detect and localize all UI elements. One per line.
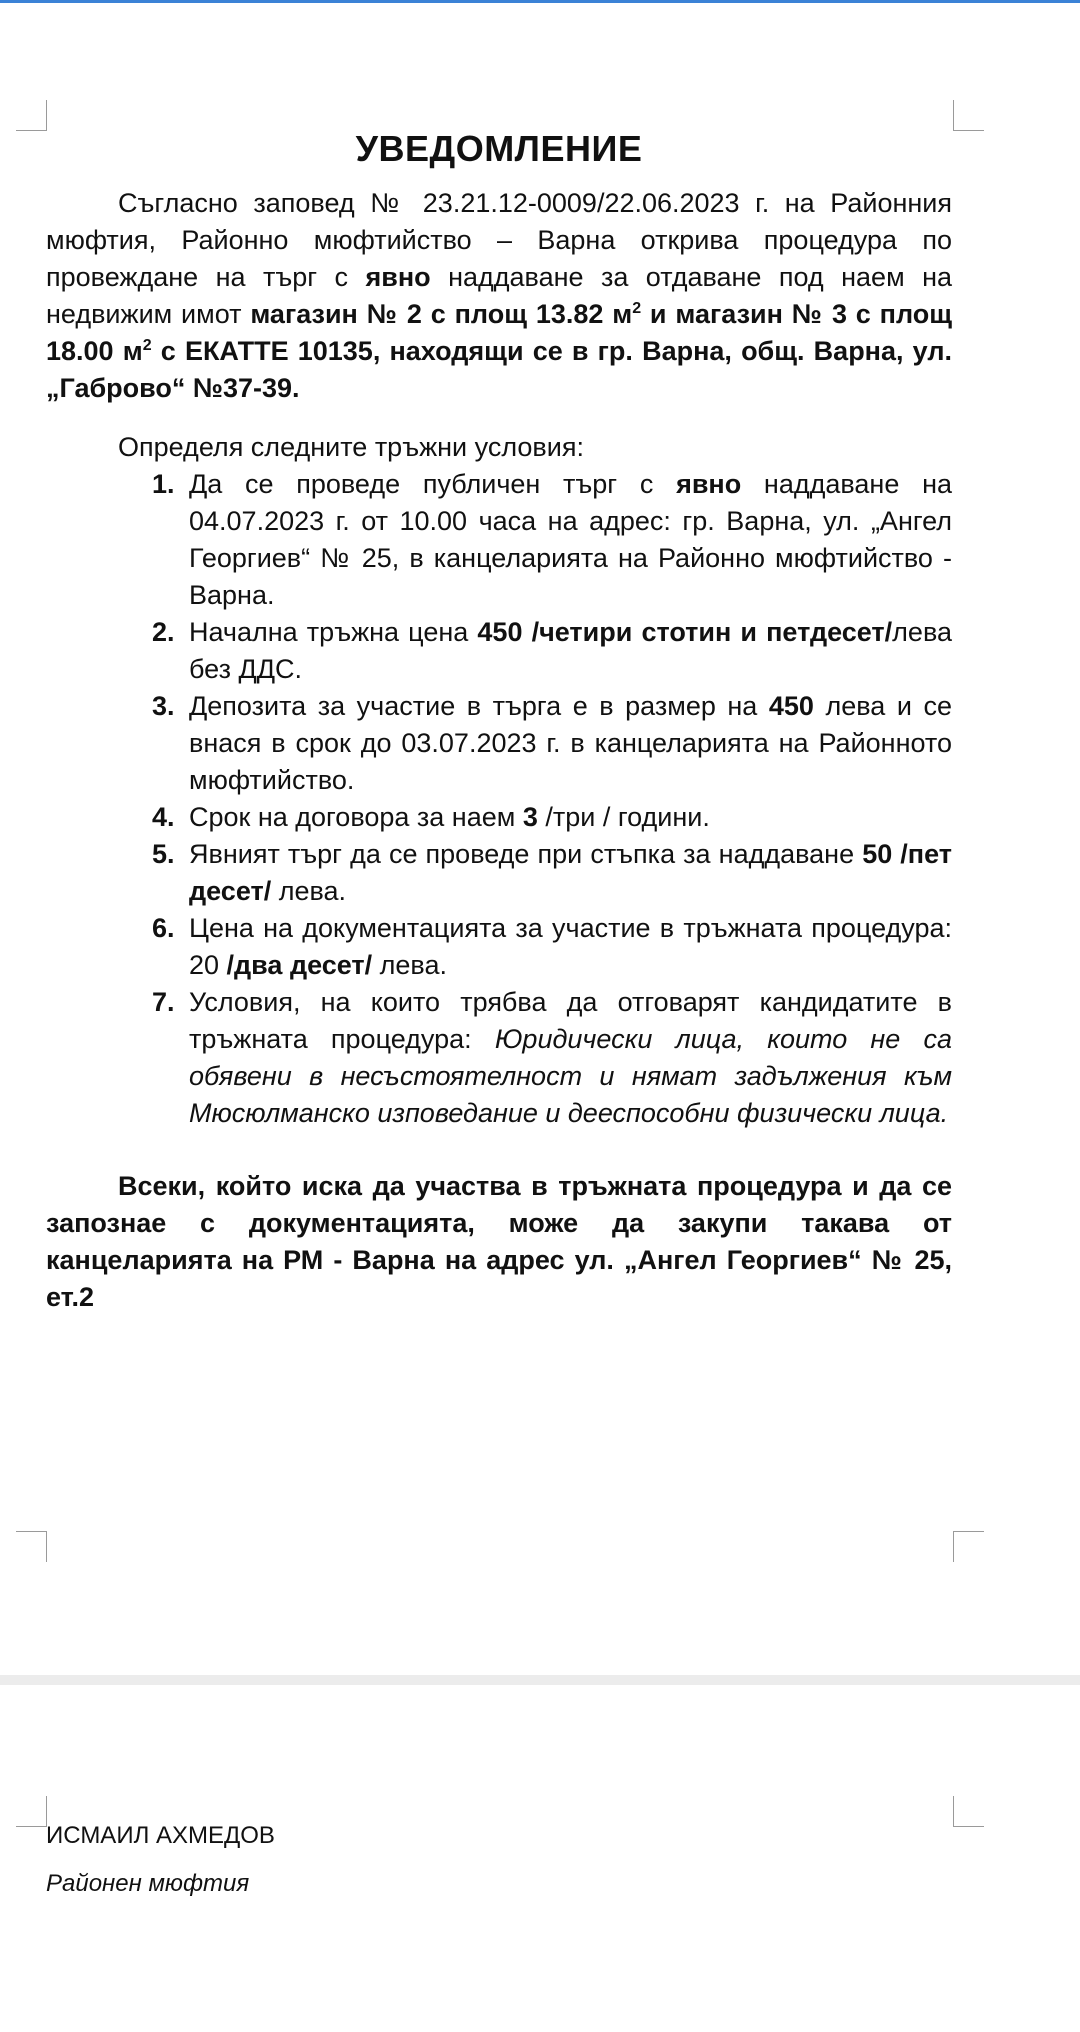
item-text: Условия, на които трябва да отговарят кандидатите в тръжната процедура:	[189, 987, 952, 1054]
list-item	[152, 984, 952, 1132]
crop-mark-bottom-left	[16, 1531, 47, 1562]
item-bold: 3	[522, 802, 538, 832]
intro-text-2: наддаване за отдаване под наем на недвижим имот	[46, 262, 953, 329]
item-italic: Юридически лица, които не са обявени в несъстоятелност и нямат задължения към Мюсюлманско изповедание и дееспособни физически лица.	[189, 1024, 952, 1128]
item-text: Да се проведе публичен търг с	[189, 469, 677, 499]
intro-bold-3: и магазин № 3 с площ 18.00 м	[46, 299, 953, 366]
item-text: /три / години.	[537, 802, 710, 832]
crop-mark-top-left	[16, 100, 47, 131]
intro-bold-4: с ЕКАТТЕ 10135, находящи се в гр. Варна, общ. Варна, ул. „Габрово“ №37-39.	[46, 336, 952, 403]
list-item	[152, 799, 952, 836]
list-item	[152, 910, 952, 984]
signatory-name: ИСМАИЛ АХМЕДОВ	[46, 1822, 275, 1849]
item-number: 6.	[152, 913, 175, 943]
item-text: Начална тръжна цена	[189, 617, 478, 647]
item-number: 1.	[152, 469, 175, 499]
item-number: 5.	[152, 839, 175, 869]
crop-mark-bottom-right	[953, 1531, 984, 1562]
superscript-1: 2	[632, 300, 642, 317]
item-text: лева и се внася в срок до 03.07.2023 г. в канцеларията на Районното мюфтийство.	[189, 691, 952, 795]
item-bold: /два десет/	[226, 950, 373, 980]
crop-mark-top-right-page2	[953, 1796, 984, 1827]
conditions-heading: Определя следните тръжни условия:	[118, 432, 584, 462]
item-text: Срок на договора за наем	[189, 802, 523, 832]
document-page-2	[0, 1685, 1080, 2032]
item-text: Цена на документацията за участие в тръжната процедура: 20	[189, 913, 952, 980]
item-bold: 450 /четири стотин и петдесет/	[477, 617, 893, 647]
item-text: Явният търг да се проведе при стъпка за наддаване	[189, 839, 863, 869]
superscript-2: 2	[142, 337, 152, 354]
item-bold: явно	[676, 469, 742, 499]
intro-paragraph	[46, 185, 952, 407]
item-number: 3.	[152, 691, 175, 721]
closing-paragraph: Всеки, който иска да участва в тръжната процедура и да се запознае с документацията, може да закупи такава от канцеларията на РМ - Варна на адрес ул. „Ангел Георгиев“ № 25, ет.2	[46, 1171, 952, 1312]
item-text: Депозита за участие в търга е в размер на	[189, 691, 769, 721]
item-number: 2.	[152, 617, 175, 647]
item-text: лева.	[372, 950, 447, 980]
list-item	[152, 688, 952, 799]
intro-bold-2: магазин № 2 с площ 13.82 м	[250, 299, 633, 329]
list-item	[152, 836, 952, 910]
item-text: наддаване на 04.07.2023 г. от 10.00 часа на адрес: гр. Варна, ул. „Ангел Георгиев“ № 25, в канцеларията на Районно мюфтийство - Варна.	[189, 469, 952, 610]
list-item	[152, 614, 952, 688]
signatory-title: Районен мюфтия	[46, 1870, 250, 1897]
intro-text-1: Съгласно заповед № 23.21.12-0009/22.06.2023 г. на Районния мюфтия, Районно мюфтийство – Варна открива процедура по провеждане на търг с	[46, 188, 952, 292]
item-number: 4.	[152, 802, 175, 832]
item-bold: 450	[768, 691, 814, 721]
crop-mark-top-left-page2	[16, 1796, 47, 1827]
intro-bold-1: явно	[365, 262, 431, 292]
item-number: 7.	[152, 987, 175, 1017]
document-body	[46, 123, 952, 1316]
item-text: лева.	[271, 876, 347, 906]
item-text: лева без ДДС.	[189, 617, 952, 684]
list-item	[152, 466, 952, 614]
document-title: УВЕДОМЛЕНИЕ	[355, 128, 643, 169]
page-separator	[0, 1675, 1080, 1685]
item-bold: 50 /пет десет/	[189, 839, 952, 906]
conditions-list	[46, 466, 952, 1132]
crop-mark-top-right	[953, 100, 984, 131]
